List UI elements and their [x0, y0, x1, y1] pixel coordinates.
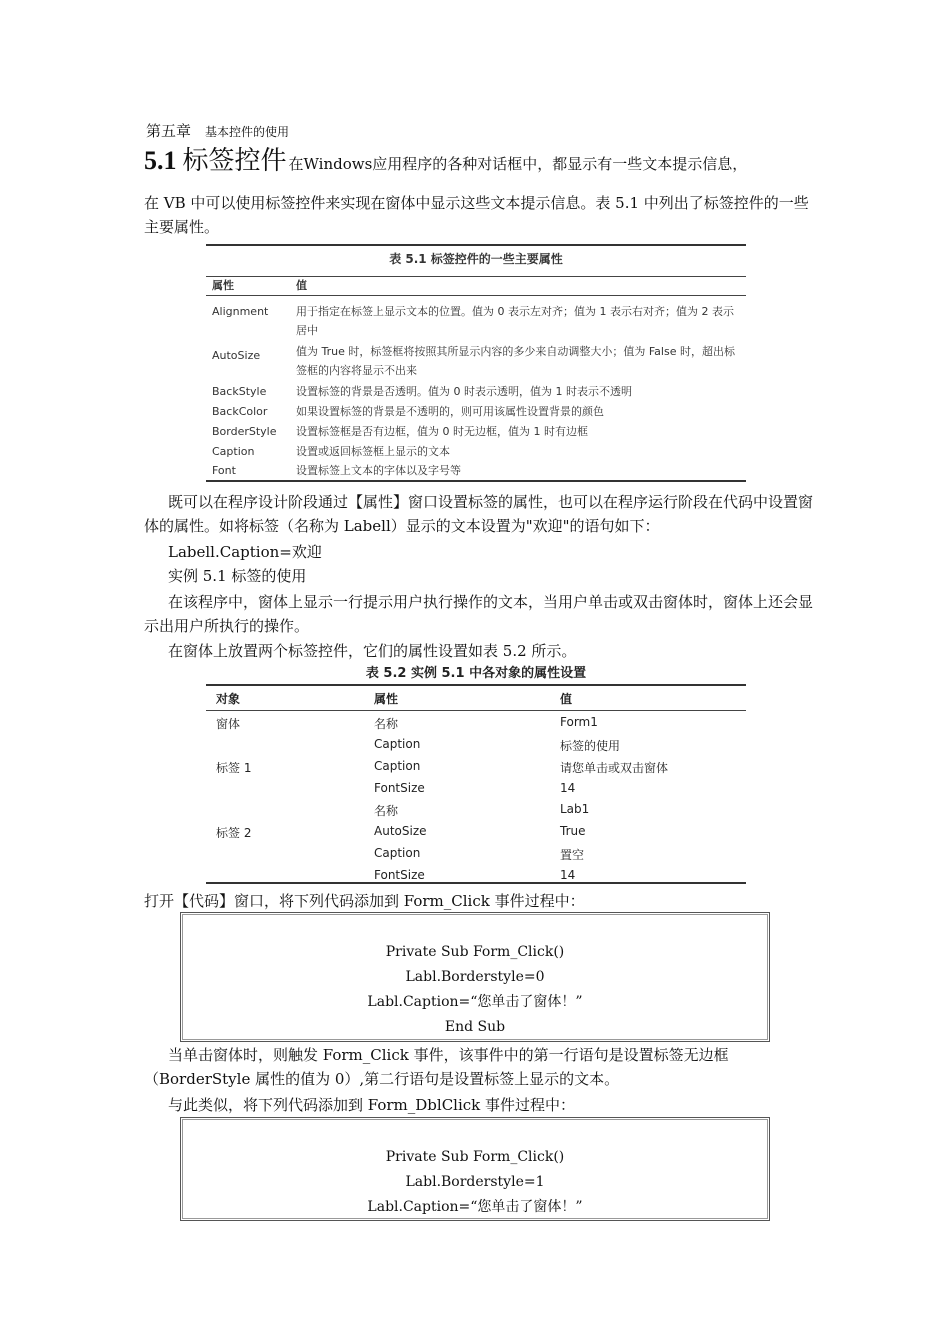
- header-object: 对象: [216, 692, 241, 706]
- table-5-2: [206, 662, 746, 884]
- code-box-form-click: [180, 912, 770, 1042]
- cell-property: AutoSize: [374, 824, 427, 838]
- cell-property: BackColor: [212, 405, 268, 418]
- intro-paragraph: 在 VB 中可以使用标签控件来实现在窗体中显示这些文本提示信息。表 5.1 中列出了标签控件的一些主要属性。: [144, 194, 809, 236]
- cell-property: 名称: [374, 804, 399, 818]
- table-row: [206, 442, 746, 462]
- cell-value: 14: [560, 868, 576, 882]
- cell-value: 请您单击或双击窗体: [560, 761, 669, 775]
- table-row: [206, 737, 746, 759]
- section-heading: [144, 140, 747, 177]
- cell-value: Form1: [560, 715, 598, 729]
- cell-property: BackStyle: [212, 385, 267, 398]
- section-lead-text: 在Windows应用程序的各种对话框中，都显示有一些文本提示信息，: [288, 155, 748, 173]
- table-5-1: [206, 244, 746, 482]
- cell-property: FontSize: [374, 868, 425, 882]
- table-body: [206, 711, 746, 887]
- code-line: Labl.Caption=“您单击了窗体！”: [367, 994, 583, 1010]
- paragraph-7: 与此类似，将下列代码添加到 Form_DblClick 事件过程中：: [168, 1096, 576, 1114]
- table-caption: 表 5.1 标签控件的一些主要属性: [389, 252, 563, 266]
- code-line: Private Sub Form_Click(): [385, 1149, 565, 1165]
- section-number: 5.1: [144, 146, 177, 175]
- paragraph-3: 在该程序中，窗体上显示一行提示用户执行操作的文本，当用户单击或双击窗体时，窗体上还会显示出用户所执行的操作。: [144, 593, 814, 635]
- cell-object: 标签 1: [216, 761, 252, 775]
- table-row: [206, 715, 746, 737]
- cell-property: Caption: [374, 846, 421, 860]
- chapter-title: 基本控件的使用: [205, 125, 290, 139]
- table-header: [206, 276, 746, 296]
- cell-object: 标签 2: [216, 826, 252, 840]
- table-row: [206, 802, 746, 824]
- table-header: [206, 684, 746, 711]
- table-row: [206, 781, 746, 803]
- paragraph-6: 当单击窗体时，则触发 Form_Click 事件，该事件中的第一行语句是设置标签无边框（BorderStyle 属性的值为 0）,第二行语句是设置标签上显示的文本。: [144, 1046, 729, 1088]
- table-bottom-rule: [206, 480, 746, 482]
- code-line: Labl.Caption=“您单击了窗体！”: [367, 1199, 583, 1215]
- table-row: [206, 382, 746, 402]
- cell-value: 设置或返回标签框上显示的文本: [296, 445, 450, 458]
- code-box-form-dblclick: [180, 1117, 770, 1221]
- code-line: Labl.Borderstyle=0: [405, 969, 545, 985]
- header-property: 属性: [374, 692, 399, 706]
- cell-property: Font: [212, 464, 236, 477]
- header-value: 值: [560, 692, 573, 706]
- cell-value: 14: [560, 781, 576, 795]
- table-row: [206, 462, 746, 480]
- table-row: [206, 868, 746, 888]
- code-line: Labell.Caption=欢迎: [168, 543, 322, 561]
- cell-value: 设置标签框是否有边框，值为 0 时无边框，值为 1 时有边框: [296, 425, 588, 438]
- paragraph-5: 打开【代码】窗口，将下列代码添加到 Form_Click 事件过程中：: [144, 892, 585, 910]
- cell-value: True: [560, 824, 586, 838]
- cell-property: BorderStyle: [212, 425, 277, 438]
- table-row: [206, 846, 746, 868]
- table-bottom-rule: [206, 882, 746, 884]
- table-row: [206, 342, 746, 382]
- cell-value: 设置标签上文本的字体以及字号等: [296, 464, 461, 477]
- code-line: Labl.Borderstyle=1: [405, 1174, 545, 1190]
- code-line: End Sub: [444, 1019, 506, 1035]
- cell-value: 用于指定在标签上显示文本的位置。值为 0 表示左对齐；值为 1 表示右对齐；值为 2 表示居中: [296, 305, 734, 337]
- header-property: 属性: [212, 279, 234, 292]
- cell-property: Alignment: [212, 305, 269, 318]
- cell-property: AutoSize: [212, 349, 261, 362]
- table-row: [206, 302, 746, 342]
- cell-property: Caption: [374, 737, 421, 751]
- example-title: 实例 5.1 标签的使用: [168, 567, 307, 585]
- chapter-heading: [146, 120, 289, 141]
- cell-value: 置空: [560, 848, 585, 862]
- cell-value: 设置标签的背景是否透明。值为 0 时表示透明，值为 1 时表示不透明: [296, 385, 632, 398]
- section-title: 标签控件: [182, 146, 287, 176]
- cell-value: Lab1: [560, 802, 590, 816]
- table-row: [206, 402, 746, 422]
- table-row: [206, 824, 746, 846]
- table-row: [206, 422, 746, 442]
- table-row: [206, 759, 746, 781]
- cell-property: FontSize: [374, 781, 425, 795]
- code-line: Private Sub Form_Click(): [385, 944, 565, 960]
- cell-value: 标签的使用: [560, 739, 621, 753]
- cell-property: Caption: [212, 445, 255, 458]
- header-value: 值: [296, 279, 307, 292]
- cell-property: 名称: [374, 717, 399, 731]
- paragraph-2: 既可以在程序设计阶段通过【属性】窗口设置标签的属性，也可以在程序运行阶段在代码中设置窗体的属性。如将标签（名称为 Labell）显示的文本设置为"欢迎"的语句如下：: [144, 493, 814, 535]
- table-caption: 表 5.2 实例 5.1 中各对象的属性设置: [365, 666, 587, 681]
- paragraph-4: 在窗体上放置两个标签控件，它们的属性设置如表 5.2 所示。: [168, 642, 577, 660]
- chapter-label: 第五章: [146, 122, 192, 140]
- cell-value: 值为 True 时，标签框将按照其所显示内容的多少来自动调整大小；值为 False 时，超出标签框的内容将显示不出来: [296, 345, 735, 377]
- cell-value: 如果设置标签的背景是不透明的，则可用该属性设置背景的颜色: [296, 405, 604, 418]
- cell-property: Caption: [374, 759, 421, 773]
- cell-object: 窗体: [216, 717, 241, 731]
